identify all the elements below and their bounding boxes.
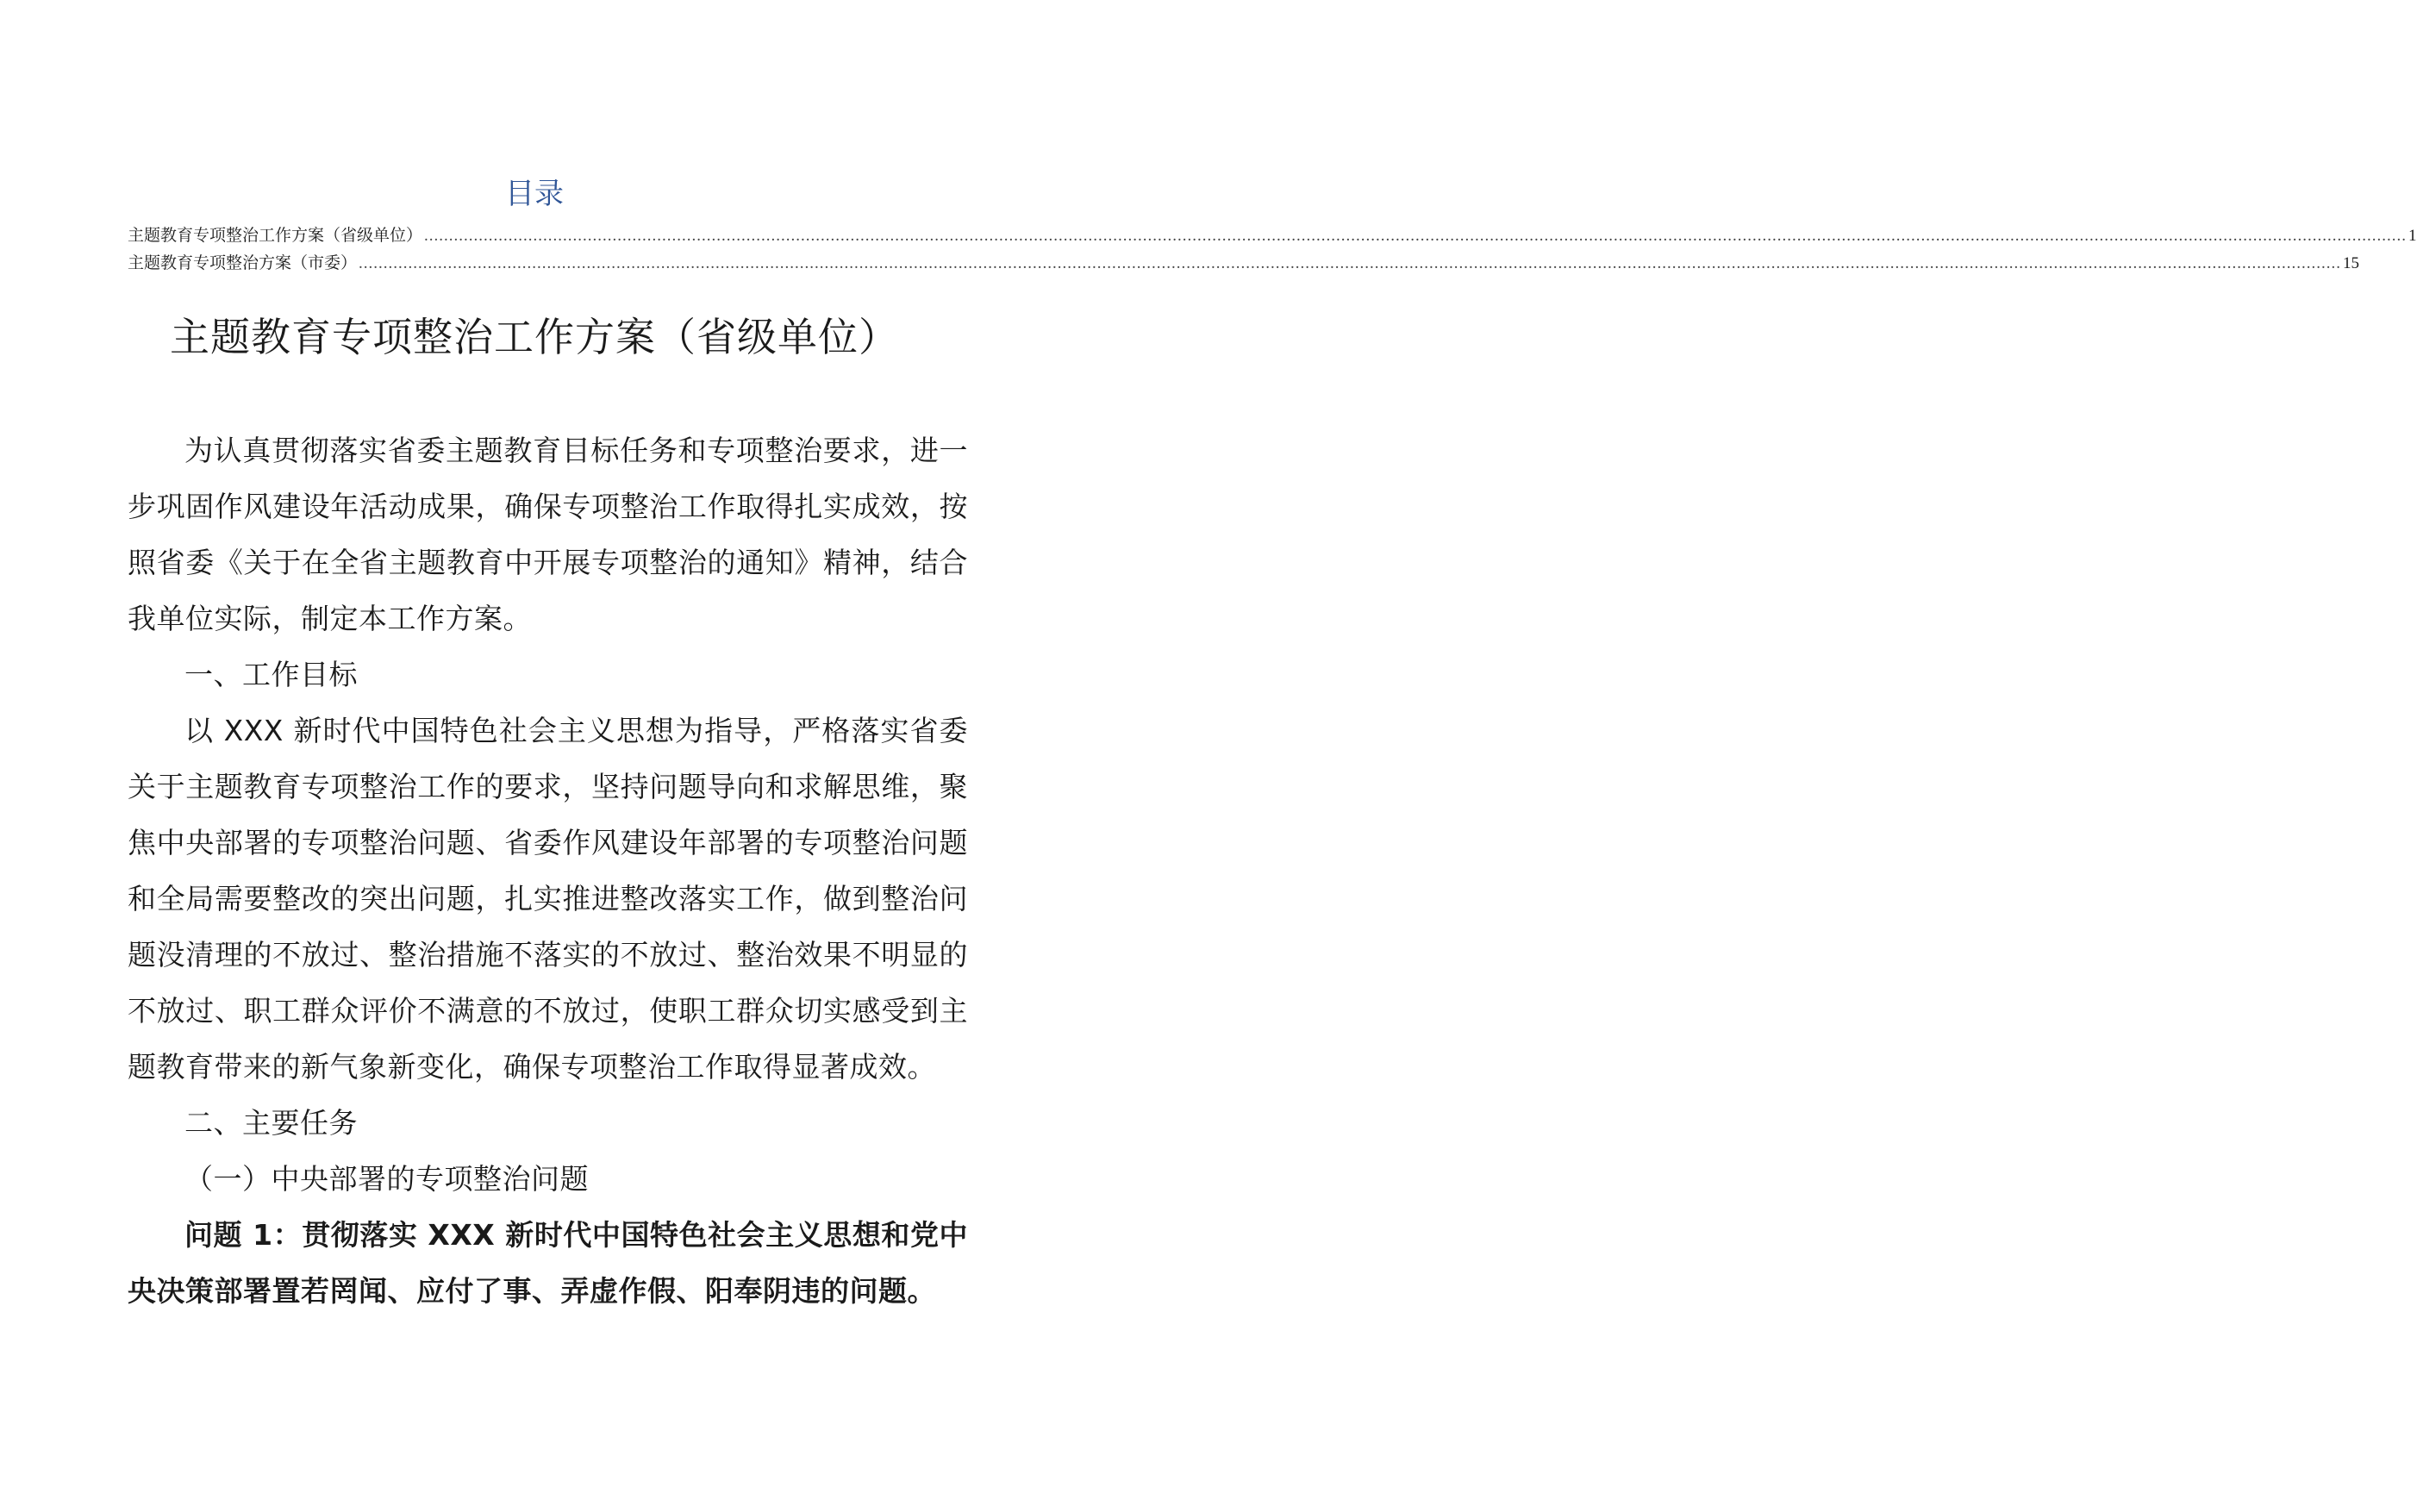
goals-paragraph: 以 XXX 新时代中国特色社会主义思想为指导，严格落实省委关于主题教育专项整治工作的要求，坚持问题导向和求解思维，聚焦中央部署的专项整治问题、省委作风建设年部署的专项整治问题和全局需要整改的突出问题，扎实推进整改落实工作，做到整治问题没清理的不放过、整治措施不落实的不放过、整治效果不明显的不放过、职工群众评价不满意的不放过，使职工群众切实感受到主题教育带来的新气象新变化，确保专项整治工作取得显著成效。 [128,714,968,1084]
toc-entry-label: 主题教育专项整治方案（市委） [128,253,358,272]
toc-entry-page: 15 [2343,254,2360,272]
section-heading-tasks: 二、主要任务 [184,1106,358,1140]
intro-paragraph: 为认真贯彻落实省委主题教育目标任务和专项整治要求，进一步巩固作风建设年活动成果，确保专项整治工作取得扎实成效，按照省委《关于在全省主题教育中开展专项整治的通知》精神，结合我单位实际，制定本工作方案。 [128,434,968,635]
document-title: 主题教育专项整治工作方案（省级单位） [170,314,899,360]
toc-entry[interactable] [128,223,2417,247]
toc-leader-dots: ................................................................................................................................................................................................................................................................................................................................................................................................................ [359,254,2342,272]
problem-1-paragraph: 问题 1：贯彻落实 XXX 新时代中国特色社会主义思想和党中央决策部署置若罔闻、应付了事、弄虚作假、阳奉阴违的问题。 [128,1218,968,1308]
subsection-heading-central: （一）中央部署的专项整治问题 [184,1162,589,1196]
section-heading-goals: 一、工作目标 [184,658,358,691]
toc-title: 目录 [505,177,564,211]
toc-leader-dots: ................................................................................................................................................................................................................................................................................................................................................................................................................ [424,227,2408,245]
document-body [128,422,968,1319]
toc-entry-page: 1 [2408,227,2417,245]
toc-entry-label: 主题教育专项整治工作方案（省级单位） [128,226,423,245]
toc-entry[interactable] [128,251,2360,275]
